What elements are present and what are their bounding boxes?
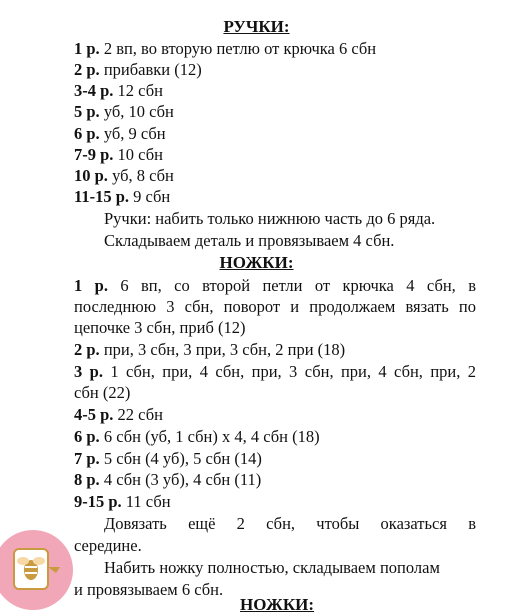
row-label: 7-9 р.	[74, 145, 114, 164]
row-text: уб, 8 сбн	[107, 166, 174, 185]
legs-note-2-line-1: Набить ножку полностью, складываем пополам	[104, 558, 440, 577]
row-label: 3-4 р.	[74, 81, 114, 100]
row-label: 9-15 р.	[74, 492, 122, 511]
row-label: 1 р.	[74, 276, 108, 295]
legs-row	[74, 470, 261, 490]
row-text: 9 сбн	[129, 187, 171, 206]
legs-row-2	[74, 340, 345, 360]
legs-row	[74, 405, 163, 425]
legs-note-2-line-2: и провязываем 6 сбн.	[74, 580, 224, 599]
legs-row	[74, 427, 320, 447]
row-text: 1 сбн, при, 4 сбн, при, 3 сбн, при, 4 сбн, при, 2	[102, 362, 476, 381]
handles-note: Складываем деталь и провязываем 4 сбн.	[104, 231, 395, 250]
row-label: 10 р.	[74, 166, 108, 185]
next-heading-text: НОЖКИ:	[240, 595, 315, 614]
handles-row	[74, 124, 166, 144]
row-text: 5 сбн (4 уб), 5 сбн (14)	[99, 449, 262, 468]
handles-heading: РУЧКИ:	[223, 17, 290, 36]
row-text: уб, 10 сбн	[99, 102, 174, 121]
row-text: 22 сбн	[113, 405, 163, 424]
row-text: при, 3 сбн, 3 при, 3 сбн, 2 при (18)	[99, 340, 346, 359]
row-label: 4-5 р.	[74, 405, 114, 424]
row-text: 4 сбн (3 уб), 4 сбн (11)	[99, 470, 262, 489]
row-text: прибавки (12)	[99, 60, 202, 79]
legs-note-1-line-1: Довязать ещё 2 сбн, чтобы оказаться в	[104, 514, 476, 533]
row-text: 2 вп, во вторую петлю от крючка 6 сбн	[99, 39, 377, 58]
legs-row-3-line-1	[74, 362, 476, 382]
row-label: 2 р.	[74, 60, 100, 79]
handles-row	[74, 81, 163, 101]
row-label: 5 р.	[74, 102, 100, 121]
legs-row-1-line-3: цепочке 3 сбн, приб (12)	[74, 318, 246, 337]
row-label: 6 р.	[74, 124, 100, 143]
row-label: 11-15 р.	[74, 187, 130, 206]
logo-bee-wing	[17, 557, 29, 565]
legs-row	[74, 492, 171, 512]
row-text: уб, 9 сбн	[99, 124, 166, 143]
handles-row	[74, 187, 170, 207]
handles-row	[74, 145, 163, 165]
legs-note-1-line-2: середине.	[74, 536, 142, 555]
legs-row	[74, 449, 262, 469]
row-label: 7 р.	[74, 449, 100, 468]
row-label: 6 р.	[74, 427, 100, 446]
row-label: 3 р.	[74, 362, 103, 381]
row-label: 2 р.	[74, 340, 100, 359]
handles-row	[74, 166, 174, 186]
legs-row-1-line-1	[74, 276, 476, 296]
handles-note: Ручки: набить только нижнюю часть до 6 ряда.	[104, 209, 436, 228]
row-label: 1 р.	[74, 39, 100, 58]
bee-logo-icon	[0, 527, 76, 613]
row-text: 10 сбн	[113, 145, 163, 164]
logo-bee-wing	[33, 557, 45, 565]
legs-row-1-line-2: последнюю 3 сбн, поворот и продолжаем вязать по	[74, 297, 476, 316]
handles-row	[74, 39, 376, 59]
next-heading-cut	[240, 595, 315, 614]
row-text: 6 вп, со второй петли от крючка 4 сбн, в	[107, 276, 476, 295]
row-text: 11 сбн	[121, 492, 171, 511]
legs-row-3-line-2: сбн (22)	[74, 383, 131, 402]
row-label: 8 р.	[74, 470, 100, 489]
handles-row	[74, 60, 202, 80]
row-text: 6 сбн (уб, 1 сбн) х 4, 4 сбн (18)	[99, 427, 320, 446]
handles-row	[74, 102, 174, 122]
legs-heading: НОЖКИ:	[219, 253, 294, 272]
row-text: 12 сбн	[113, 81, 163, 100]
